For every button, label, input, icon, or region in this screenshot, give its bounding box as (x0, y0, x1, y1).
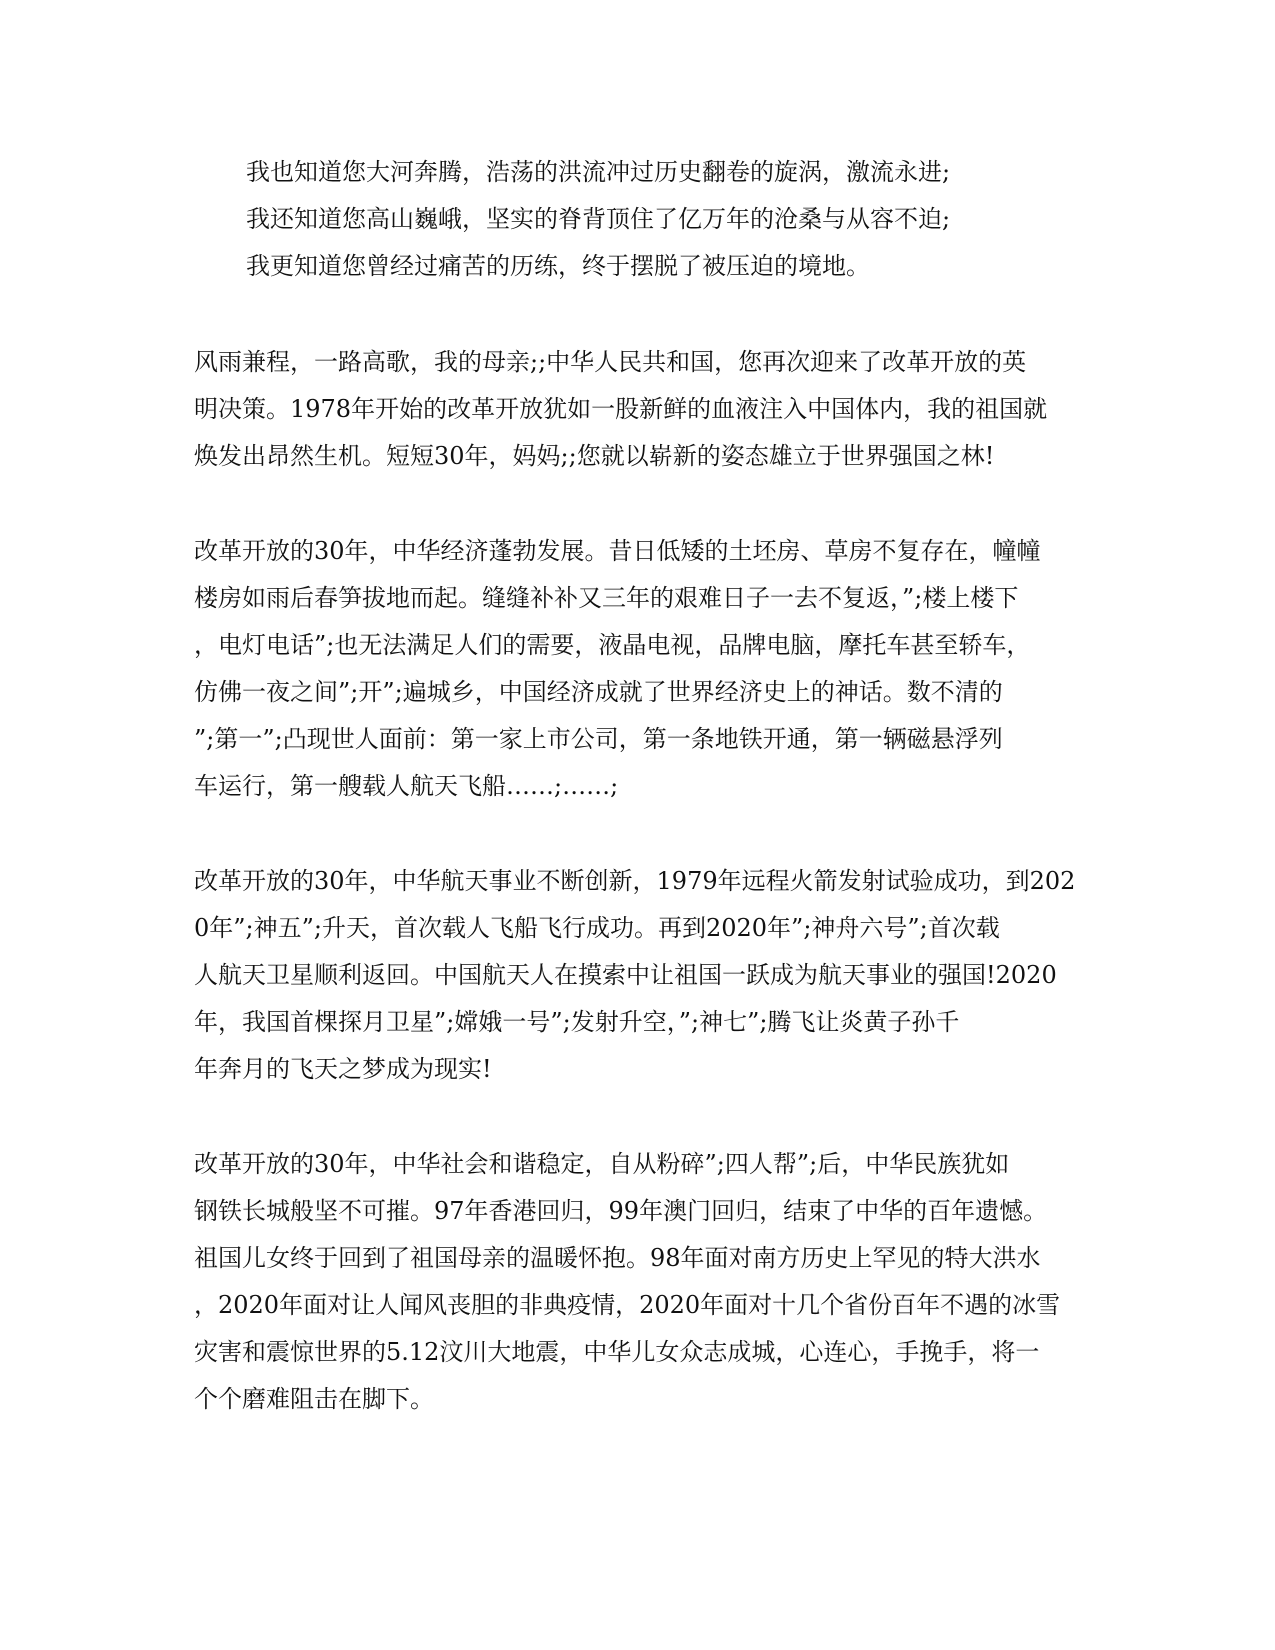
paragraph-line: 人航天卫星顺利返回。中国航天人在摸索中让祖国一跃成为航天事业的强国!2020 (194, 961, 1057, 989)
paragraph-line: 年奔月的飞天之梦成为现实! (194, 1055, 492, 1083)
paragraph-line: 改革开放的30年，中华经济蓬勃发展。昔日低矮的土坯房、草房不复存在，幢幢 (194, 537, 1041, 565)
paragraph-line: 个个磨难阻击在脚下。 (194, 1385, 434, 1413)
paragraph-line: ”;第一”;凸现世人面前：第一家上市公司，第一条地铁开通，第一辆磁悬浮列 (194, 725, 1003, 753)
paragraph-line: 楼房如雨后春笋拔地而起。缝缝补补又三年的艰难日子一去不复返，”;楼上楼下 (194, 584, 1019, 612)
verse-line: 我更知道您曾经过痛苦的历练，终于摆脱了被压迫的境地。 (246, 252, 870, 280)
paragraph-line: 年，我国首棵探月卫星”;嫦娥一号”;发射升空，”;神七”;腾飞让炎黄子孙千 (194, 1008, 960, 1036)
paragraph-line: 祖国儿女终于回到了祖国母亲的温暖怀抱。98年面对南方历史上罕见的特大洪水 (194, 1244, 1041, 1272)
paragraph-line: ，电灯电话”;也无法满足人们的需要，液晶电视，品牌电脑，摩托车甚至轿车， (194, 631, 1031, 659)
verse-line: 我还知道您高山巍峨，坚实的脊背顶住了亿万年的沧桑与从容不迫; (246, 205, 951, 233)
paragraph-line: 改革开放的30年，中华航天事业不断创新，1979年远程火箭发射试验成功，到202 (194, 867, 1076, 895)
paragraph-line: 0年”;神五”;升天，首次载人飞船飞行成功。再到2020年”;神舟六号”;首次载 (194, 914, 1000, 942)
paragraph-line: 钢铁长城般坚不可摧。97年香港回归，99年澳门回归，结束了中华的百年遗憾。 (194, 1197, 1048, 1225)
paragraph-line: 改革开放的30年，中华社会和谐稳定，自从粉碎”;四人帮”;后，中华民族犹如 (194, 1150, 1010, 1178)
paragraph-line: 风雨兼程，一路高歌，我的母亲;;中华人民共和国，您再次迎来了改革开放的英 (194, 348, 1027, 376)
paragraph-line: 焕发出昂然生机。短短30年，妈妈;;您就以崭新的姿态雄立于世界强国之林! (194, 442, 995, 470)
paragraph-line: 明决策。1978年开始的改革开放犹如一股新鲜的血液注入中国体内，我的祖国就 (194, 395, 1048, 423)
paragraph-line: ，2020年面对让人闻风丧胆的非典疫情，2020年面对十几个省份百年不遇的冰雪 (194, 1291, 1061, 1319)
paragraph-line: 车运行，第一艘载人航天飞船……;……; (194, 772, 619, 800)
paragraph-line: 灾害和震惊世界的5.12汶川大地震，中华儿女众志成城，心连心，手挽手，将一 (194, 1338, 1040, 1366)
paragraph-line: 仿佛一夜之间”;开”;遍城乡，中国经济成就了世界经济史上的神话。数不清的 (194, 678, 1003, 706)
verse-line: 我也知道您大河奔腾，浩荡的洪流冲过历史翻卷的旋涡，激流永进; (246, 158, 951, 186)
